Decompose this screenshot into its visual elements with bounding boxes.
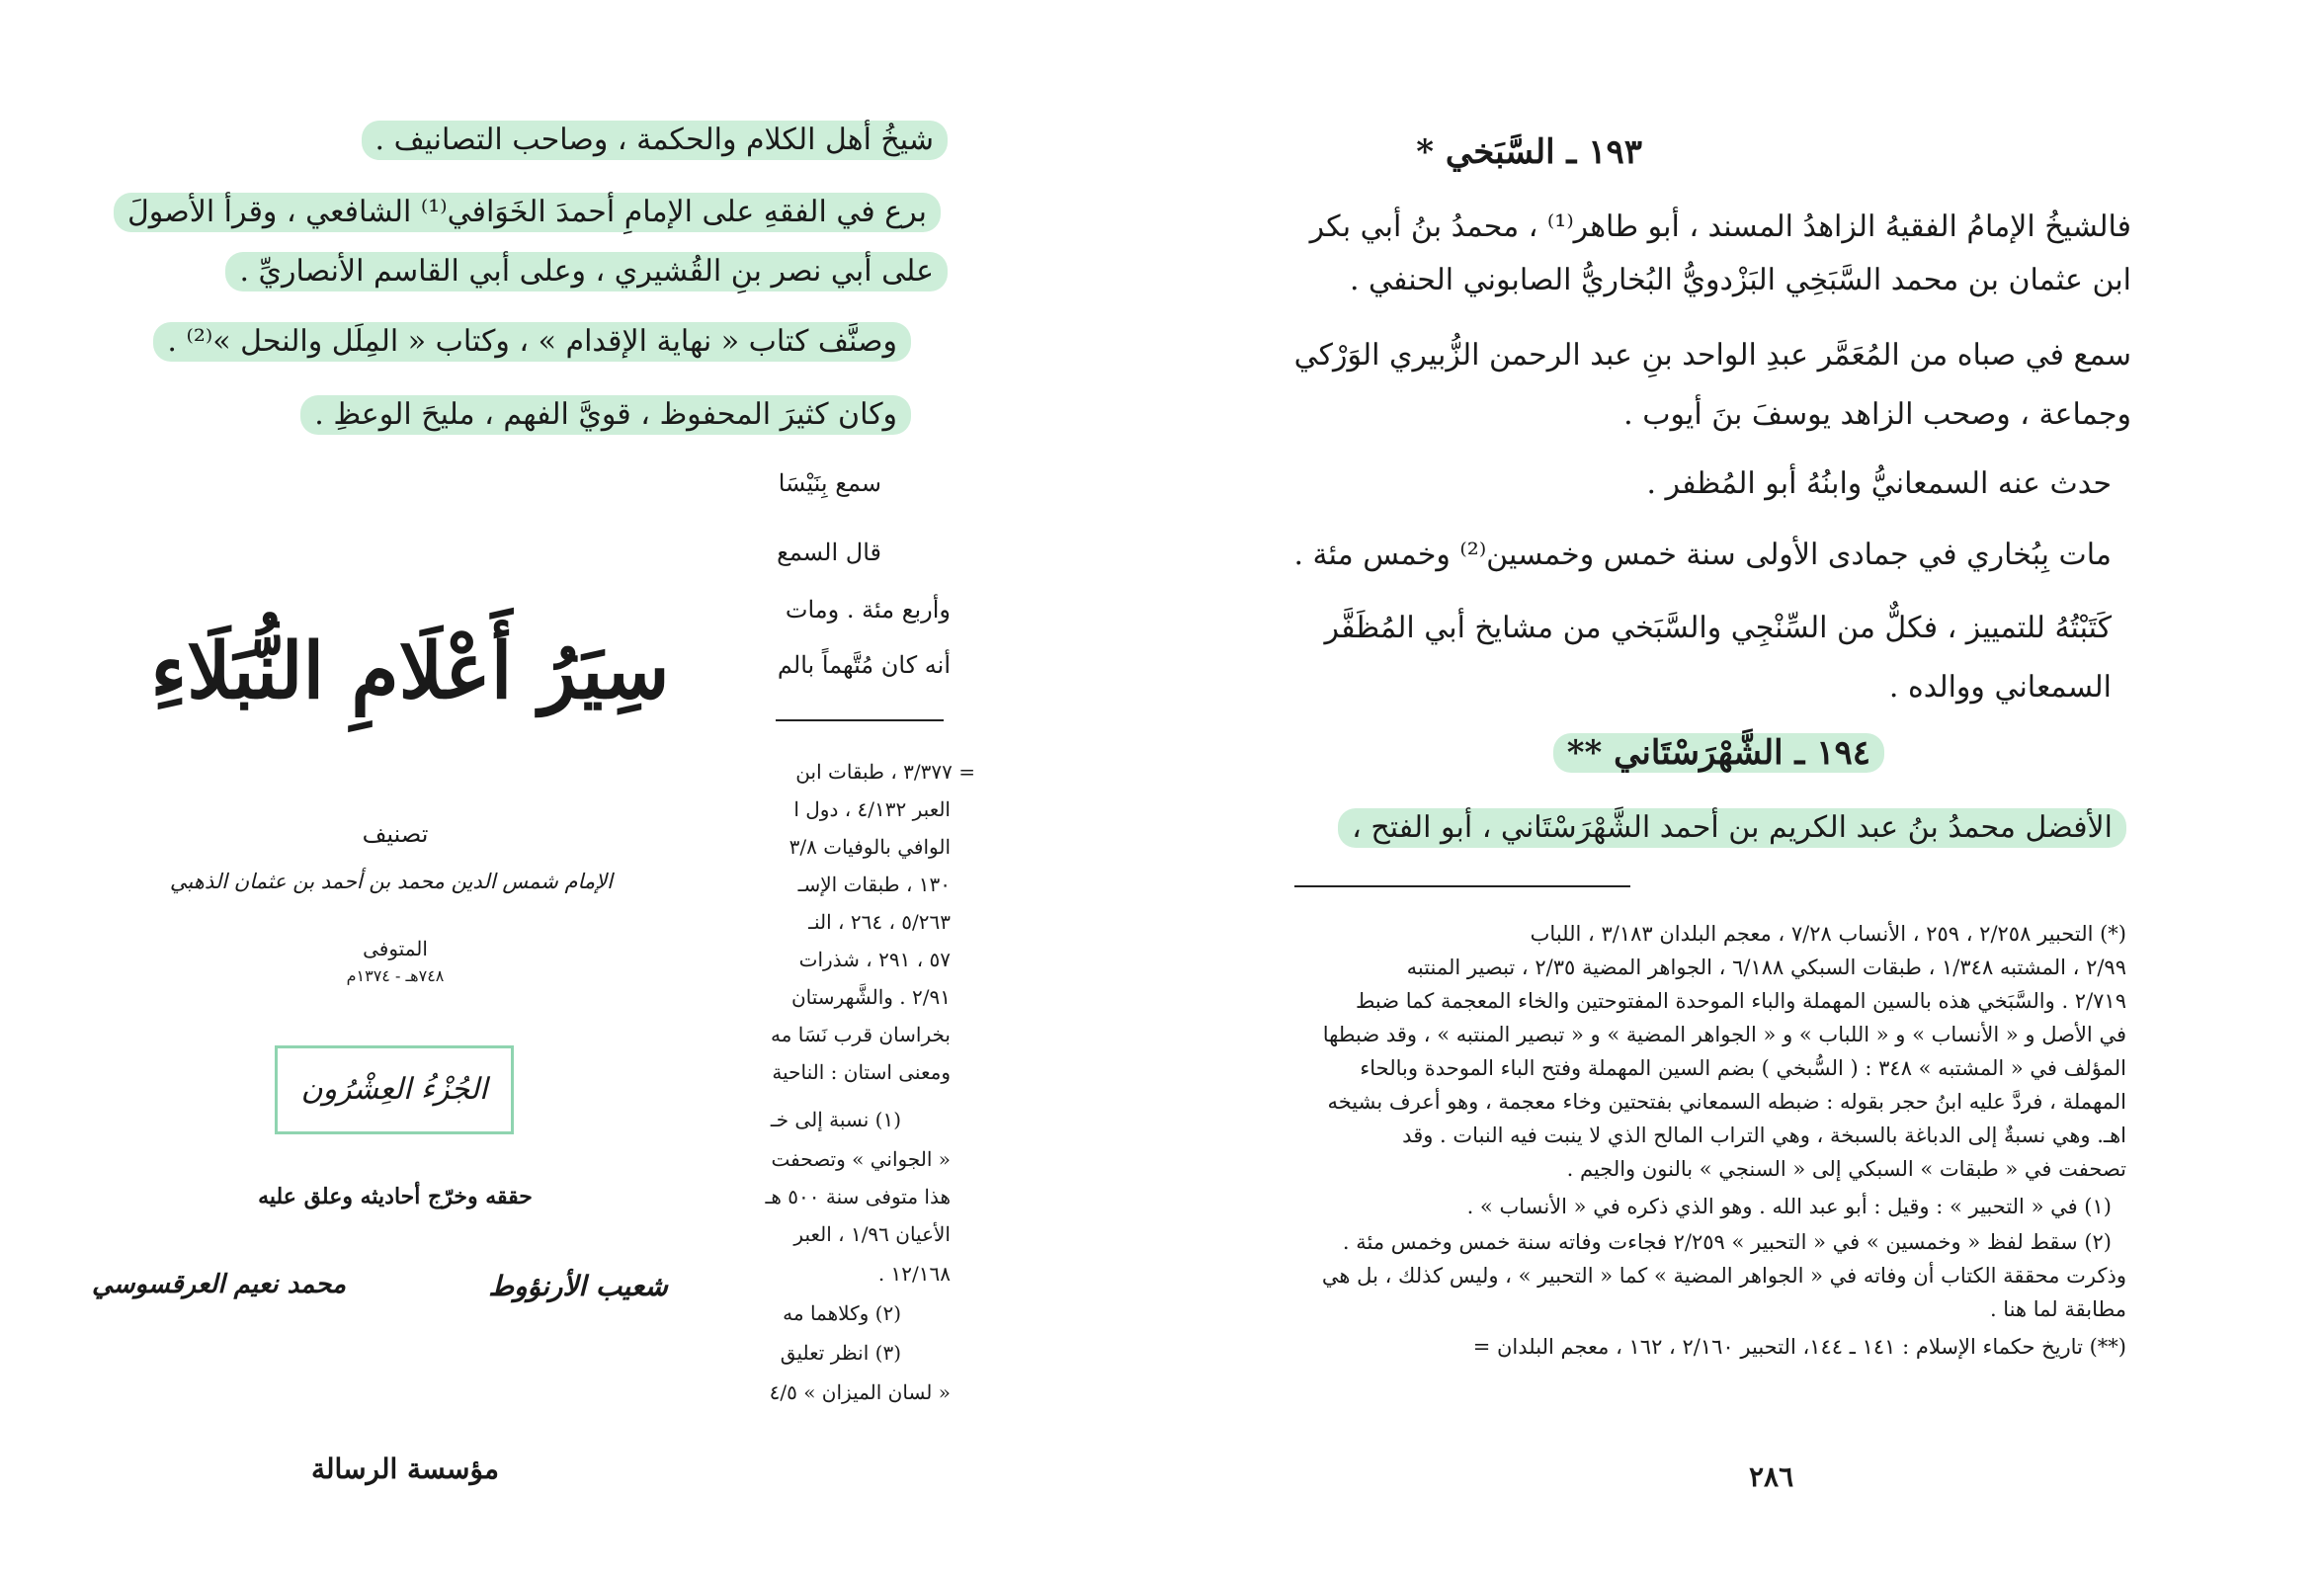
left-fn-14: ١٢/١٦٨ .: [877, 1262, 951, 1286]
left-hl-line-2: برع في الفقهِ على الإمامِ أحمدَ الخَوَافي⁽¹⁾ الشافعي ، وقرأ الأصولَ: [114, 193, 941, 232]
cover-compiled-label: تصنيف: [362, 820, 429, 848]
left-fn-5: ٥/٢٦٣ ، ٢٦٤ ، النـ: [808, 910, 951, 934]
left-fn-13: الأعيان ١/٩٦ ، العبر: [793, 1222, 951, 1246]
p193-line-7: كَتَبْتُهُ للتمييز ، فكلٌّ من السِّنْجِي والسَّبَخي من مشايخ أبي المُظَفَّر: [1324, 611, 2112, 645]
cover-dates: ٧٤٨هـ - ١٣٧٤م: [346, 966, 445, 985]
left-fn-16: (٣) انظر تعليق: [780, 1341, 901, 1365]
cover-title: سِيَرُ أَعْلَامِ النُّبَلَاءِ: [150, 626, 670, 716]
p193-line-2: ابن عثمان بن محمد السَّبَخِي البَزْدويُّ البُخاريُّ الصابوني الحنفي .: [1349, 263, 2131, 297]
cover-died-label: المتوفى: [363, 937, 428, 960]
fn-line-9: (١) في « التحبير » : وقيل : أبو عبد الله . وهو الذي ذكره في « الأنساب » .: [1466, 1195, 2112, 1218]
volume-label: الجُزْءُ العِشْرُون: [300, 1072, 488, 1107]
fn-line-1: (*) التحبير ٢/٢٥٨ ، ٢٥٩ ، الأنساب ٧/٢٨ ، معجم البلدان ٣/١٨٣ ، اللباب: [1530, 922, 2126, 946]
p193-line-6: مات بِبُخاري في جمادى الأولى سنة خمس وخمسين⁽²⁾ وخمس مئة .: [1293, 538, 2112, 572]
fn-line-11: وذكرت محققة الكتاب أن وفاته في « الجواهر المضية » كما « التحبير » ، وليس كذلك ، بل هي: [1321, 1264, 2126, 1288]
fn-line-4: في الأصل و « الأنساب » و « اللباب » و « الجواهر المضية » و « تبصير المنتبه » ، وقد ضبطها: [1322, 1023, 2126, 1046]
footnote-rule: [1294, 885, 1630, 887]
page-number: ٢٨٦: [1749, 1460, 1794, 1493]
p193-line-1: فالشيخُ الإمامُ الفقيهُ الزاهدُ المسند ، أبو طاهر⁽¹⁾ ، محمدُ بنُ أبي بكر: [1309, 209, 2131, 244]
p193-line-8: السمعاني ووالده .: [1888, 670, 2112, 705]
left-hl-line-1: شيخُ أهل الكلام والحكمة ، وصاحب التصانيف .: [362, 121, 949, 160]
left-hl-line-3: على أبي نصر بنِ القُشيري ، وعلى أبي القاسم الأنصاريِّ .: [225, 252, 948, 291]
left-footnote-rule: [776, 719, 944, 721]
heading-193: ١٩٣ ـ السَّبَخي *: [1416, 132, 1642, 172]
p193-line-3: سمع في صباه من المُعَمَّر عبدِ الواحد بنِ عبد الرحمن الزُّبيري الوَرْكي: [1293, 338, 2131, 373]
fn-line-12: مطابقة لما هنا .: [1989, 1297, 2126, 1321]
left-fn-9: ومعنى استان : الناحية: [772, 1060, 951, 1084]
fn-line-10: (٢) سقط لفظ « وخمسين » في « التحبير » ٢/٢٥٩ فجاءت وفاته سنة خمس وخمس مئة .: [1342, 1230, 2112, 1254]
cover-author: الإمام شمس الدين محمد بن أحمد بن عثمان الذهبي: [169, 870, 613, 893]
left-partial-2: قال السمع: [777, 539, 881, 566]
fn-line-7: اهـ. وهي نسبةٌ إلى الدباغة بالسبخة ، وهي التراب المالح الذي لا ينبت فيه النبات . وقد: [1402, 1123, 2126, 1147]
left-partial-3: وأربع مئة . ومات: [785, 596, 951, 624]
left-fn-17: « لسان الميزان » ٤/٥: [769, 1380, 951, 1404]
left-fn-11: « الجواني » وتصحفت: [771, 1147, 951, 1171]
left-fn-4: ١٣٠ ، طبقات الإسـ: [797, 873, 951, 896]
p193-line-4: وجماعة ، وصحب الزاهد يوسفَ بنَ أيوب .: [1623, 397, 2131, 432]
left-fn-2: العبر ٤/١٣٢ ، دول ا: [793, 797, 951, 821]
fn-line-2: ٢/٩٩ ، المشتبه ١/٣٤٨ ، طبقات السبكي ٦/١٨٨ ، الجواهر المضية ٢/٣٥ ، تبصير المنتبه: [1406, 956, 2126, 979]
cover-publisher: مؤسسة الرسالة: [311, 1453, 499, 1485]
cover-editor-1: شعيب الأرنؤوط: [488, 1270, 668, 1302]
fn-line-3: ٢/٧١٩ . والسَّبَخي هذه بالسين المهملة والباء الموحدة المفتوحتين والخاء المعجمة كما ضبط: [1355, 989, 2126, 1013]
left-partial-4: أنه كان مُتَّهماً بالم: [777, 651, 951, 679]
heading-194: ١٩٤ ـ الشَّهْرَسْتَاني **: [1553, 733, 1884, 773]
fn-line-5: المؤلف في « المشتبه » ٣٤٨ : ( السُّبخي ) بضم السين المهملة وفتح الباء الموحدة وبالحاء: [1360, 1056, 2126, 1080]
left-hl-line-4: وصنَّف كتاب « نهاية الإقدام » ، وكتاب « المِلَل والنحل »⁽²⁾ .: [153, 322, 911, 362]
fn-line-13: (**) تاريخ حكماء الإسلام : ١٤١ ـ ١٤٤، التحبير ٢/١٦٠ ، ١٦٢ ، معجم البلدان =: [1472, 1335, 2126, 1359]
left-fn-6: ٥٧ ، ٢٩١ ، شذرات: [798, 948, 951, 971]
p194-line: الأفضل محمدُ بنُ عبد الكريم بن أحمد الشَّهْرَسْتَاني ، أبو الفتح ،: [1338, 808, 2126, 848]
fn-line-8: تصحفت في « طبقات » السبكي إلى « السنجي » بالنون والجيم .: [1566, 1157, 2126, 1181]
fn-line-6: المهملة ، فردَّ عليه ابنُ حجر بقوله : ضبطه السمعاني بفتحتين وخاء معجمة ، وهو أعرف بشيخه: [1327, 1090, 2126, 1114]
left-fn-8: بخراسان قرب نَسَا مه: [770, 1023, 951, 1046]
cover-editor-2: محمد نعيم العرقسوسي: [92, 1270, 346, 1299]
left-fn-15: (٢) وكلاهما مه: [783, 1301, 901, 1325]
left-fn-10: (١) نسبة إلى خـ: [770, 1108, 901, 1131]
cover-editors-label: حققه وخرّج أحاديثه وعلق عليه: [258, 1184, 533, 1209]
p193-line-5: حدث عنه السمعانيُّ وابنُهُ أبو المُظفر .: [1646, 466, 2112, 501]
left-fn-1: = ٣/٣٧٧ ، طبقات ابن: [795, 760, 975, 784]
left-fn-12: هذا متوفى سنة ٥٠٠ هـ: [765, 1185, 951, 1208]
left-fn-3: الوافي بالوفيات ٣/٨: [788, 835, 951, 859]
left-fn-7: ٢/٩١ . والشَّهرستان: [790, 985, 951, 1009]
left-partial-1: سمع بِنَيْسَا: [778, 469, 881, 497]
left-hl-line-5: وكان كثيرَ المحفوظ ، قويَّ الفهم ، مليحَ الوعظِ .: [300, 395, 911, 435]
volume-box: [275, 1045, 514, 1134]
